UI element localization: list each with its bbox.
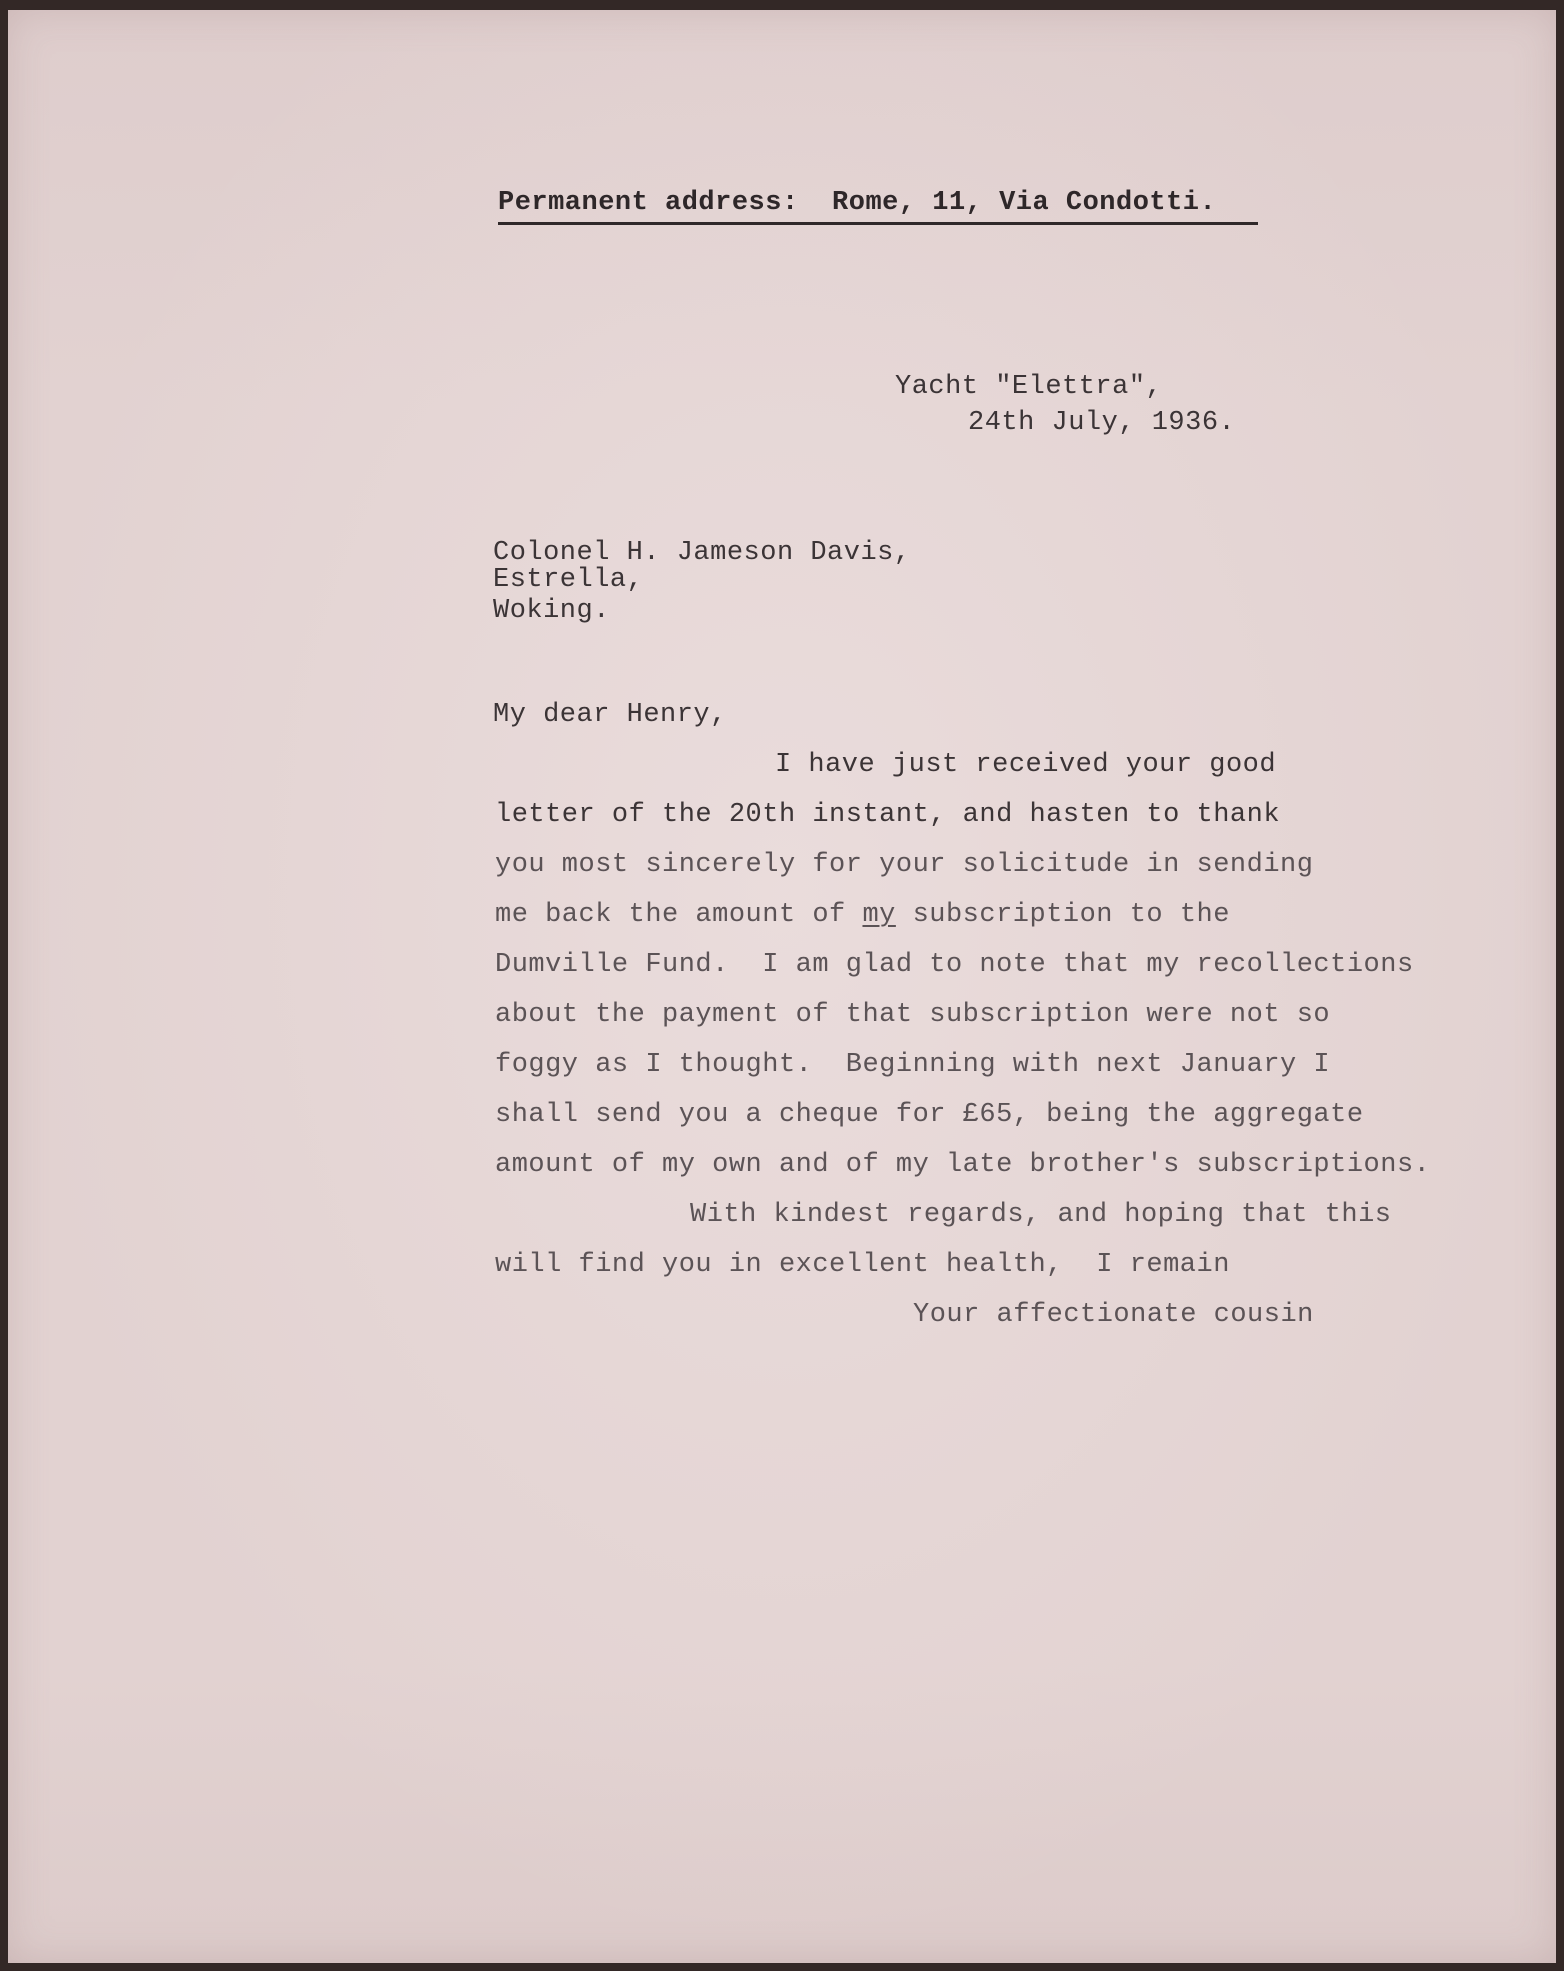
body-line-6: about the payment of that subscription were not so [495,1000,1331,1030]
body-line-4-start: me back the amount of [495,900,863,930]
body-line-3: you most sincerely for your solicitude in sending [495,850,1314,880]
date-line: 24th July, 1936. [968,408,1236,438]
body-line-8: shall send you a cheque for £65, being the aggregate [495,1100,1364,1130]
letter-paper [8,10,1556,1963]
body-line-2: letter of the 20th instant, and hasten to thank [495,800,1281,830]
recipient-name: Colonel H. Jameson Davis, [493,538,911,568]
permanent-address: Permanent address: Rome, 11, Via Condotti. [498,188,1217,218]
body-line-4 [495,900,1230,930]
closing: Your affectionate cousin [913,1300,1314,1330]
body-line-1: I have just received your good [775,750,1277,780]
recipient-house: Estrella, [493,565,644,595]
underlined-my: my [862,900,896,930]
place-line: Yacht "Elettra", [895,372,1163,402]
address-underline [498,222,1258,225]
body-line-9: amount of my own and of my late brother's subscriptions. [495,1150,1431,1180]
body-line-11: will find you in excellent health, I remain [495,1250,1230,1280]
body-line-4-end: subscription to the [895,900,1230,930]
recipient-town: Woking. [493,596,610,626]
salutation: My dear Henry, [493,700,727,730]
body-line-7: foggy as I thought. Beginning with next January I [495,1050,1331,1080]
body-line-5: Dumville Fund. I am glad to note that my recollections [495,950,1414,980]
body-line-10: With kindest regards, and hoping that this [690,1200,1392,1230]
